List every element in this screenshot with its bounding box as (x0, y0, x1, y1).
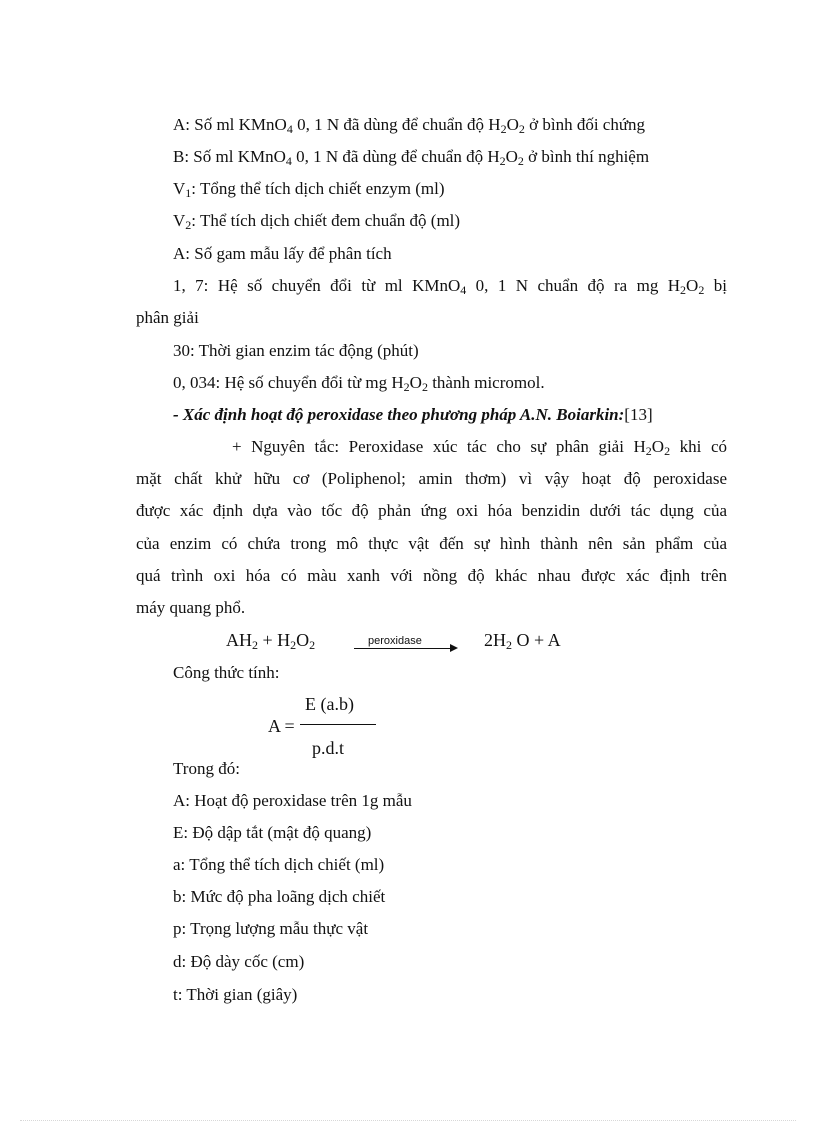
principle-line-2: mặt chất khử hữu cơ (Poliphenol; amin thơm) vì vậy hoạt độ peroxidase (136, 469, 727, 488)
reaction-rhs: $2H_2$ O + A (484, 630, 561, 652)
legend-item: t: Thời gian (giây) (173, 985, 298, 1004)
principle-line-5: quá trình oxi hóa có màu xanh với nồng độ khác nhau được xác định trên (136, 566, 727, 585)
definition-factor-1-7-cont: phân giải (136, 308, 199, 327)
arrow-head-icon (450, 644, 458, 652)
reaction-arrow (354, 648, 450, 649)
principle-line-6: máy quang phổ. (136, 598, 246, 617)
definition-time-30: 30: Thời gian enzim tác động (phút) (173, 341, 419, 360)
legend-item: b: Mức độ pha loãng dịch chiết (173, 887, 386, 906)
legend-item: p: Trọng lượng mẫu thực vật (173, 919, 369, 938)
footer-divider (20, 1120, 796, 1121)
legend-item: E: Độ dập tắt (mật độ quang) (173, 823, 372, 842)
section-heading: - Xác định hoạt độ peroxidase theo phương pháp A.N. Boiarkin:[13] (173, 405, 653, 424)
principle-line-3: được xác định dựa vào tốc độ phản ứng oxi hóa benzidin dưới tác dụng của (136, 501, 727, 520)
definition-factor-1-7: 1, 7: Hệ số chuyển đổi từ ml KMnO$_4$ 0, 1 N chuẩn độ ra mg $H_2O_2$ bị (173, 276, 727, 297)
catalyst-label: peroxidase (368, 635, 422, 647)
definition-V1: $V_1$: Tổng thể tích dịch chiết enzym (ml) (173, 179, 445, 200)
formula-label: Công thức tính: (173, 663, 280, 682)
legend-item: A: Hoạt độ peroxidase trên 1g mẫu (173, 791, 412, 810)
definition-B: B: Số ml KMnO$_4$ 0, 1 N đã dùng để chuẩn độ $H_2O_2$ ở bình thí nghiệm (173, 147, 650, 168)
definition-factor-0-034: 0, 034: Hệ số chuyển đổi từ mg $H_2O_2$ thành micromol. (173, 373, 545, 394)
definition-A-grams: A: Số gam mẫu lấy để phân tích (173, 244, 392, 263)
legend-item: a: Tổng thể tích dịch chiết (ml) (173, 855, 385, 874)
definition-V2: $V_2$: Thể tích dịch chiết đem chuẩn độ (ml) (173, 211, 461, 232)
reaction-lhs: $AH_2 + H_2O_2$ (226, 630, 316, 652)
legend-item: d: Độ dày cốc (cm) (173, 952, 305, 971)
principle-line-4: của enzim có chứa trong mô thực vật đến sự hình thành nên sản phẩm của (136, 534, 727, 553)
formula-denominator: p.d.t (312, 738, 345, 758)
formula-numerator: E (a.b) (305, 694, 354, 714)
principle-line-1: + Nguyên tắc: Peroxidase xúc tác cho sự phân giải $H_2O_2$ khi có (232, 437, 727, 458)
reference: [13] (624, 405, 653, 424)
definition-A: A: Số ml KMnO$_4$ 0, 1 N đã dùng để chuẩn độ $H_2O_2$ ở bình đối chứng (173, 115, 646, 136)
legend-title: Trong đó: (173, 759, 240, 778)
formula-lhs: A = (268, 716, 295, 736)
fraction-bar (300, 724, 376, 725)
